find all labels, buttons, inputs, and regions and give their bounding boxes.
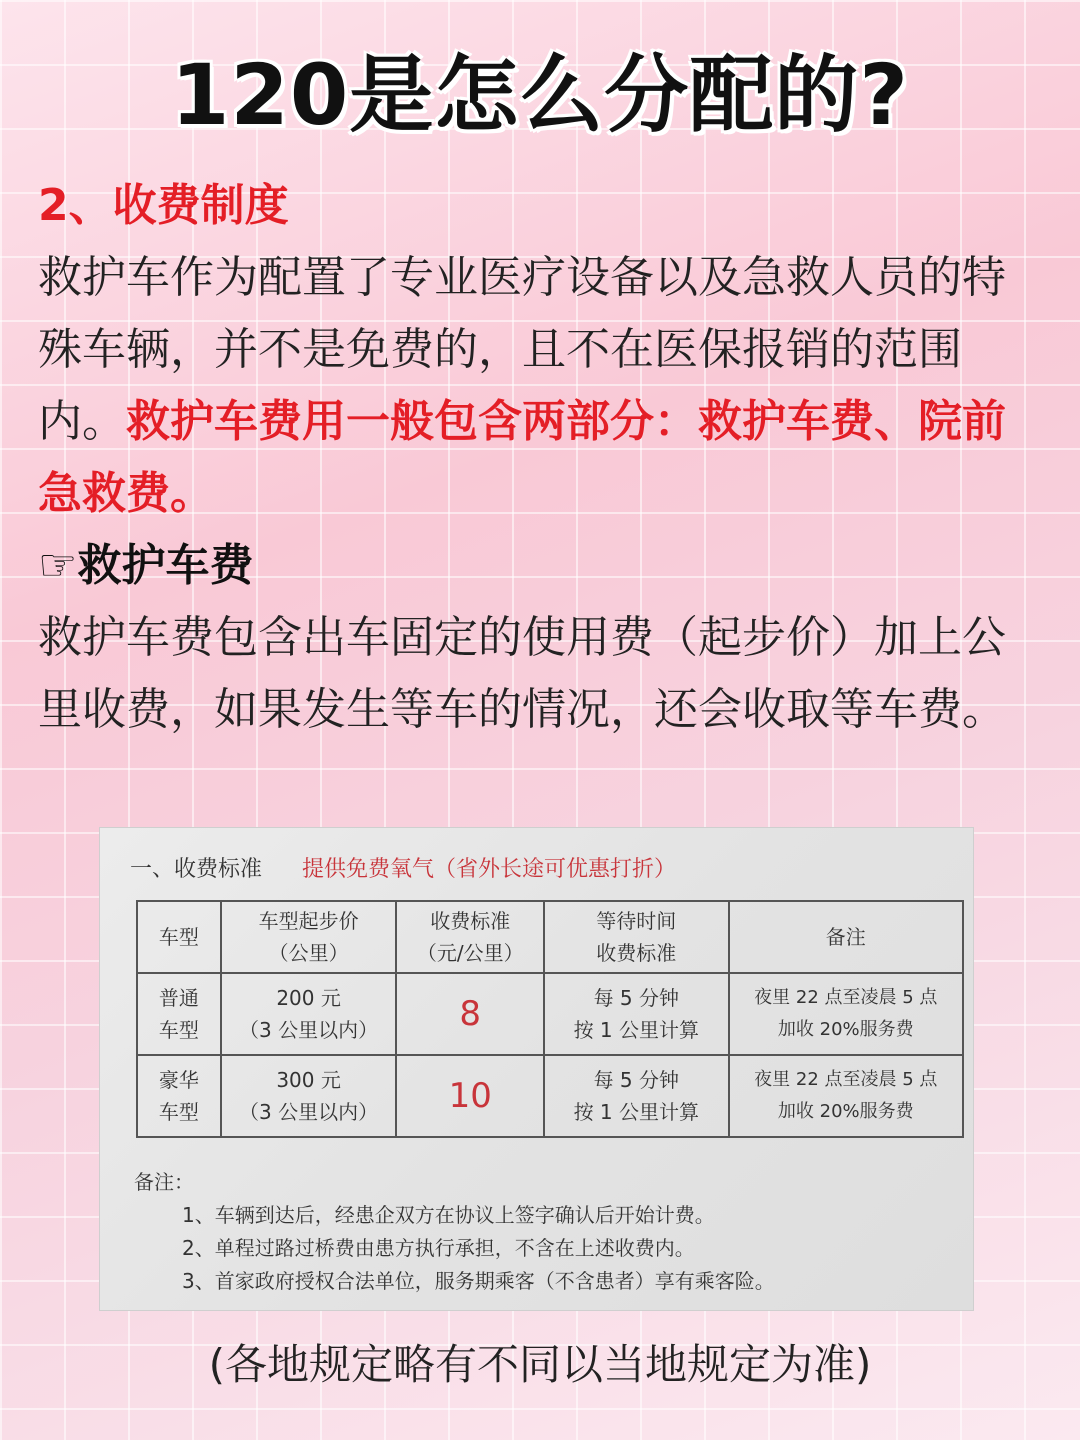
table-row <box>137 973 963 1055</box>
cell-note: 夜里 22 点至凌晨 5 点 加收 20%服务费 <box>729 973 963 1055</box>
header-rate: 收费标准 （元/公里） <box>396 901 544 973</box>
article-body <box>38 170 1022 746</box>
cell-type: 豪华 车型 <box>137 1055 221 1137</box>
note-item: 1、车辆到达后，经患企双方在协议上签字确认后开始计费。 <box>182 1203 715 1227</box>
ambulance-fee-subheading: ☞救护车费 <box>38 540 254 591</box>
header-base: 车型起步价 （公里） <box>221 901 397 973</box>
fee-standard-title: 一、收费标准 <box>130 857 263 882</box>
regional-disclaimer: (各地规定略有不同以当地规定为准) <box>208 1340 872 1389</box>
section-heading: 2、收费制度 <box>38 180 289 231</box>
header-type: 车型 <box>137 901 221 973</box>
header-wait: 等待时间 收费标准 <box>544 901 728 973</box>
cell-rate: 8 <box>396 973 544 1055</box>
fee-table <box>136 900 964 1138</box>
ambulance-fee-paragraph: 救护车费包含出车固定的使用费（起步价）加上公里收费，如果发生等车的情况，还会收取等车费。 <box>38 612 1006 735</box>
cell-wait: 每 5 分钟 按 1 公里计算 <box>544 973 728 1055</box>
intro-paragraph <box>38 242 1022 530</box>
header-note: 备注 <box>729 901 963 973</box>
note-item: 2、单程过路过桥费由患方执行承担，不含在上述收费内。 <box>182 1236 695 1260</box>
cell-note: 夜里 22 点至凌晨 5 点 加收 20%服务费 <box>729 1055 963 1137</box>
cell-base: 200 元 （3 公里以内） <box>221 973 397 1055</box>
cell-rate: 10 <box>396 1055 544 1137</box>
notes-title: 备注： <box>134 1170 194 1194</box>
fee-notes <box>134 1166 775 1298</box>
note-item: 3、首家政府授权合法单位，服务期乘客（不含患者）享有乘客险。 <box>182 1269 775 1293</box>
page-title: 120是怎么分配的? <box>170 46 910 144</box>
cell-type: 普通 车型 <box>137 973 221 1055</box>
intro-highlight: 救护车费用一般包含两部分：救护车费、院前急救费。 <box>38 396 1006 519</box>
intro-text: 救护车作为配置了专业医疗设备以及急救人员的特殊车辆，并不是免费的，且不在医保报销的范围内。 <box>38 252 1006 447</box>
fee-standard-heading <box>130 852 676 883</box>
cell-base: 300 元 （3 公里以内） <box>221 1055 397 1137</box>
free-oxygen-note: 提供免费氧气（省外长途可优惠打折） <box>302 857 677 882</box>
table-header-row <box>137 901 963 973</box>
table-row <box>137 1055 963 1137</box>
cell-wait: 每 5 分钟 按 1 公里计算 <box>544 1055 728 1137</box>
fee-standard-photo <box>100 828 973 1310</box>
